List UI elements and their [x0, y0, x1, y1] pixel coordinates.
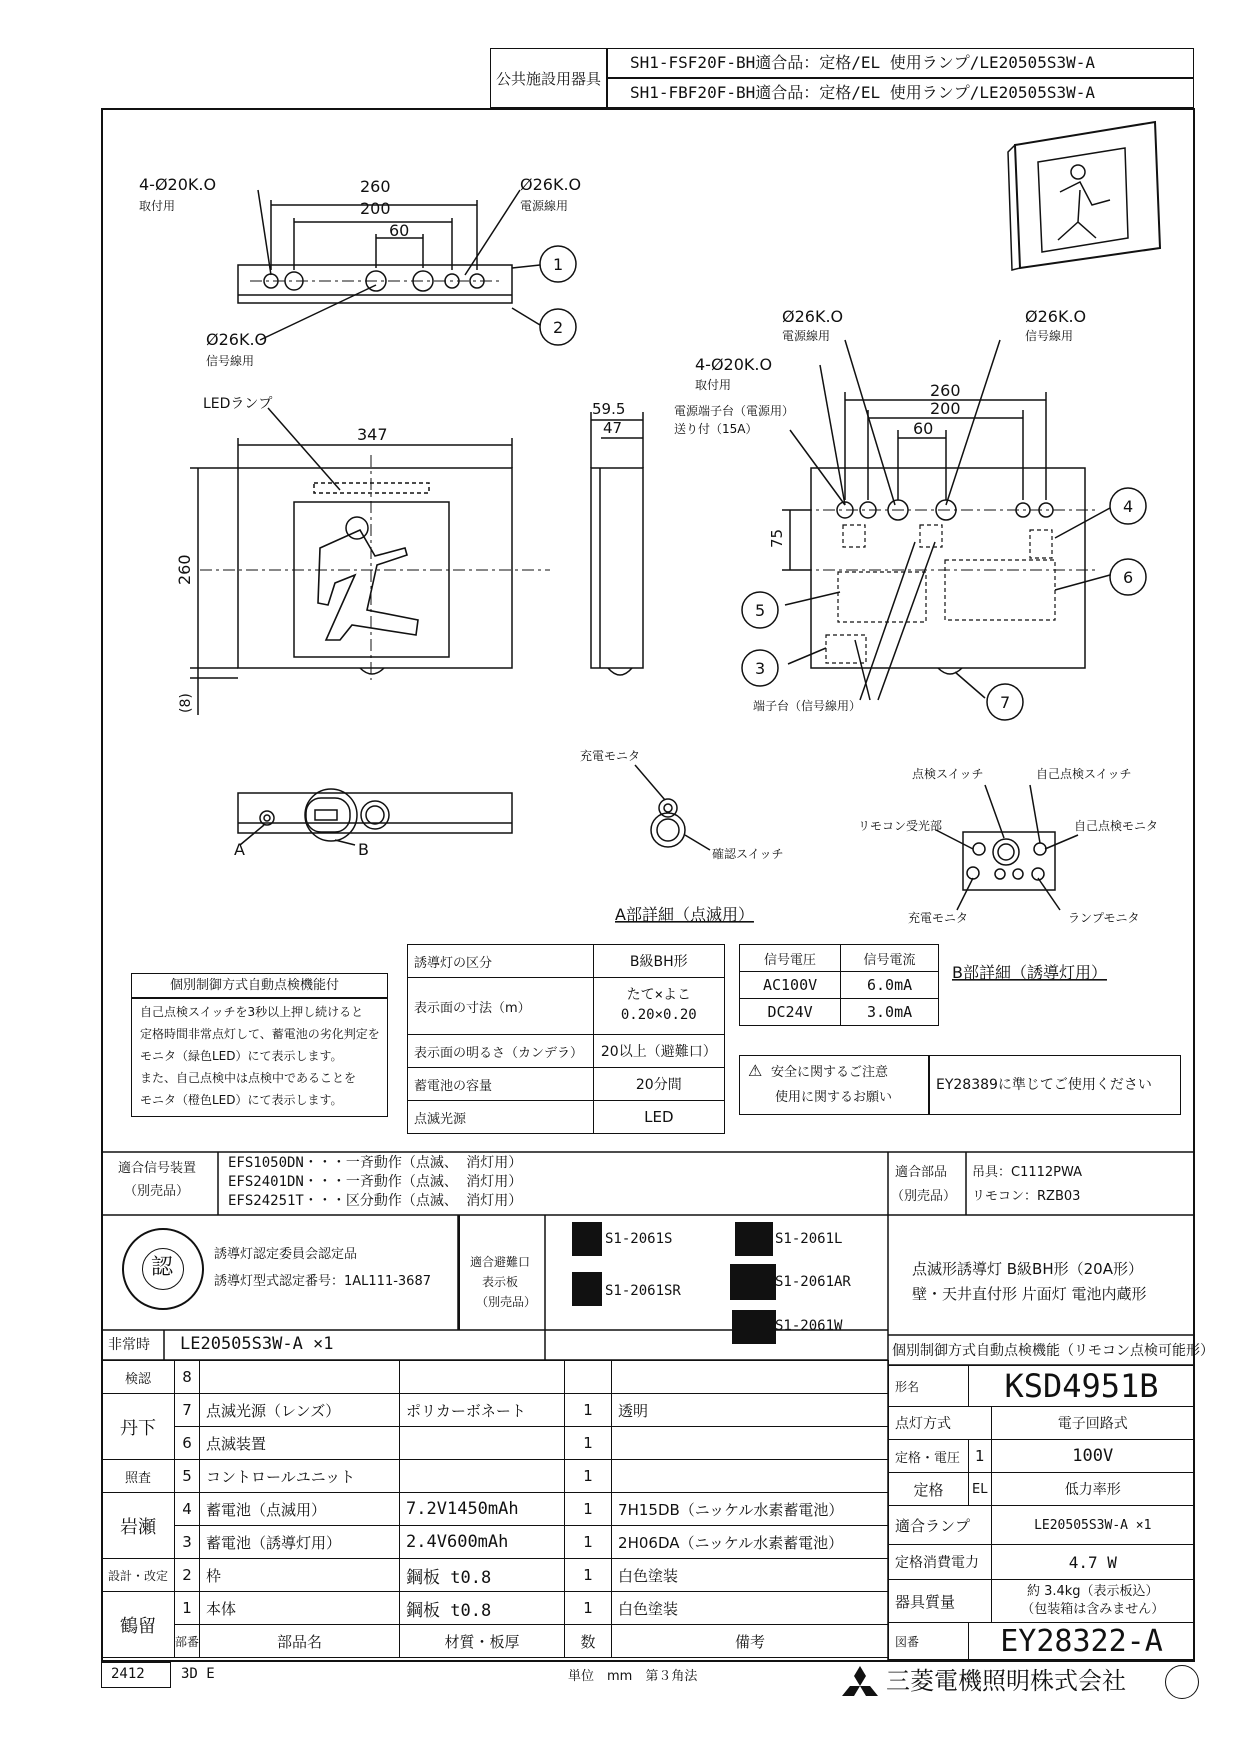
self-check-title: 個別制御方式自動点検機能付 [170, 978, 340, 993]
part-material: 鋼板 t0.8 [400, 1592, 565, 1625]
voltage-label: 定格・電圧 [889, 1440, 969, 1473]
svg-text:2: 2 [553, 318, 564, 337]
svg-text:Ø26K.O: Ø26K.O [1025, 307, 1087, 326]
part-name: 蓄電池（点滅用） [200, 1493, 400, 1526]
svg-text:260: 260 [175, 554, 194, 585]
svg-text:(8): (8) [178, 693, 194, 713]
evac-item: S1-2061W [775, 1318, 843, 1334]
rating-value: 低力率形 [991, 1473, 1194, 1506]
part-remark: 白色塗装 [612, 1559, 889, 1592]
part-material [400, 1427, 565, 1460]
signer-cell: 鶴留 [102, 1592, 175, 1658]
rating-label: 定格 [889, 1473, 969, 1506]
svg-text:送り付（15A）: 送り付（15A） [674, 422, 758, 436]
svg-text:4-Ø20K.O: 4-Ø20K.O [695, 355, 773, 374]
svg-text:充電モニタ: 充電モニタ [580, 749, 641, 763]
weight-label: 器具質量 [889, 1580, 992, 1623]
signer-cell: 設計・改定 [102, 1559, 175, 1592]
signal-cell: AC100V [740, 972, 841, 999]
footer-unit: 単位 mm 第３角法 [568, 1669, 698, 1684]
signal-cell: 3.0mA [841, 999, 939, 1026]
svg-text:7: 7 [1000, 693, 1011, 712]
part-remark: 2H06DA（ニッケル水素蓄電池） [612, 1526, 889, 1559]
voltage-value: 100V [991, 1440, 1194, 1473]
svg-text:端子台（信号線用）: 端子台（信号線用） [753, 699, 862, 713]
weight-value: 約 3.4kg（表示板込） [1026, 1583, 1159, 1599]
svg-text:取付用: 取付用 [139, 199, 176, 213]
emergency-value: LE20505S3W-A ×1 [180, 1334, 334, 1354]
spec-value: B級BH形 [593, 945, 724, 978]
signal-cell: DC24V [740, 999, 841, 1026]
svg-text:A部詳細（点滅用）: A部詳細（点滅用） [615, 905, 754, 924]
caution-text: EY28389に準じてご使用ください [936, 1077, 1152, 1093]
svg-text:200: 200 [930, 399, 961, 418]
mitsubishi-logo-icon [838, 1664, 882, 1704]
part-qty: 1 [565, 1559, 612, 1592]
svg-text:電源線用: 電源線用 [782, 329, 831, 343]
svg-text:260: 260 [930, 381, 961, 400]
signal-device-sublabel: （別売品） [124, 1184, 190, 1199]
part-name: 枠 [200, 1559, 400, 1592]
parts-header: 備考 [612, 1625, 889, 1658]
svg-text:信号線用: 信号線用 [1025, 329, 1074, 343]
footer-code: 2412 [111, 1666, 145, 1682]
svg-text:LEDランプ: LEDランプ [203, 396, 273, 412]
weight-cell [991, 1580, 1194, 1623]
signer-cell: 丹下 [102, 1394, 175, 1460]
signal-device-item: EFS1050DN・・・一斉動作（点滅、 消灯用） [228, 1155, 523, 1171]
svg-text:47: 47 [603, 419, 623, 437]
spec-value: 20以上（避難口） [593, 1035, 724, 1068]
part-material: 2.4V600mAh [400, 1526, 565, 1559]
svg-text:自己点検スイッチ: 自己点検スイッチ [1036, 767, 1132, 781]
part-name [200, 1361, 400, 1394]
part-name: 蓄電池（誘導灯用） [200, 1526, 400, 1559]
lighting-value: 電子回路式 [991, 1407, 1194, 1440]
part-material: ポリカーボネート [400, 1394, 565, 1427]
svg-text:B: B [358, 840, 369, 859]
top-hole-left-label: 4-Ø20K.O [139, 175, 217, 194]
svg-text:3: 3 [755, 659, 766, 678]
drawing-number: EY28322-A [969, 1623, 1195, 1660]
svg-text:260: 260 [360, 177, 391, 196]
cert-line1: 誘導灯認定委員会認定品 [214, 1247, 358, 1262]
signal-device-item: EFS24251T・・・区分動作（点滅、 消灯用） [228, 1193, 523, 1209]
parts-header: 材質・板厚 [400, 1625, 565, 1658]
footer-rev: 3D E [181, 1666, 215, 1682]
svg-text:60: 60 [913, 419, 934, 438]
svg-text:確認スイッチ: 確認スイッチ [712, 847, 784, 861]
svg-text:Ø26K.O: Ø26K.O [520, 175, 582, 194]
part-no: 4 [175, 1493, 200, 1526]
weight-note: （包装箱は含みません） [1021, 1602, 1165, 1617]
registration-circle-icon [1165, 1665, 1199, 1699]
svg-text:60: 60 [389, 221, 410, 240]
signal-cell: 6.0mA [841, 972, 939, 999]
parts-sold-item: 吊具：C1112PWA [972, 1165, 1083, 1180]
voltage-num: 1 [969, 1440, 992, 1473]
company-name: 三菱電機照明株式会社 [886, 1667, 1126, 1695]
svg-text:B部詳細（誘導灯用）: B部詳細（誘導灯用） [952, 963, 1107, 982]
self-check-line: 自己点検スイッチを3秒以上押し続けると [140, 1005, 364, 1019]
evac-label: 適合避難口 [470, 1255, 531, 1269]
header-line1: SH1-FSF20F-BH適合品：定格/EL 使用ランプ/LE20505S3W-A [630, 53, 1095, 72]
signer-cell: 照査 [102, 1460, 175, 1493]
part-no: 2 [175, 1559, 200, 1592]
evac-item: S1-2061SR [605, 1283, 681, 1299]
self-check-line: また、自己点検中は点検中であることを [140, 1071, 357, 1085]
lamp-label: 適合ランプ [889, 1506, 992, 1545]
part-remark [612, 1427, 889, 1460]
part-material [400, 1460, 565, 1493]
part-remark: 白色塗装 [612, 1592, 889, 1625]
svg-text:信号線用: 信号線用 [206, 354, 255, 368]
model-table [888, 1365, 1195, 1660]
power-value: 4.7 W [991, 1545, 1194, 1580]
drawing-label: 図番 [889, 1623, 969, 1660]
part-qty: 1 [565, 1526, 612, 1559]
part-no: 7 [175, 1394, 200, 1427]
evac-divider [458, 1215, 460, 1330]
svg-text:5: 5 [755, 601, 766, 620]
part-no: 8 [175, 1361, 200, 1394]
exit-sign-left-icon [735, 1222, 773, 1256]
svg-text:ランプモニタ: ランプモニタ [1068, 911, 1140, 925]
part-no: 3 [175, 1526, 200, 1559]
svg-text:自己点検モニタ: 自己点検モニタ [1074, 819, 1159, 833]
product-desc-line1: 点滅形誘導灯 B級BH形（20A形） [912, 1260, 1143, 1278]
spec-label: 表示面の明るさ（カンデラ） [408, 1035, 594, 1068]
power-label: 定格消費電力 [889, 1545, 992, 1580]
part-remark [612, 1361, 889, 1394]
part-qty: 1 [565, 1427, 612, 1460]
parts-sold-item: リモコン：RZB03 [972, 1189, 1081, 1204]
caution-line1: 安全に関するご注意 [771, 1065, 889, 1080]
part-remark: 7H15DB（ニッケル水素蓄電池） [612, 1493, 889, 1526]
part-material [400, 1361, 565, 1394]
part-name: 本体 [200, 1592, 400, 1625]
svg-text:リモコン受光部: リモコン受光部 [858, 819, 943, 833]
part-material: 鋼板 t0.8 [400, 1559, 565, 1592]
part-remark [612, 1460, 889, 1493]
parts-table [101, 1360, 889, 1658]
spec-label: 点滅光源 [408, 1101, 594, 1134]
parts-header: 部品名 [200, 1625, 400, 1658]
signer-cell: 岩瀬 [102, 1493, 175, 1559]
svg-text:点検スイッチ: 点検スイッチ [912, 767, 984, 781]
part-qty: 1 [565, 1592, 612, 1625]
svg-text:電源端子台（電源用）: 電源端子台（電源用） [674, 404, 795, 418]
svg-text:電源線用: 電源線用 [520, 199, 569, 213]
svg-text:A: A [234, 840, 245, 859]
part-name: 点滅装置 [200, 1427, 400, 1460]
part-qty: 1 [565, 1460, 612, 1493]
model-number: KSD4951B [969, 1366, 1195, 1407]
svg-text:6: 6 [1123, 568, 1134, 587]
parts-header: 数 [565, 1625, 612, 1658]
svg-text:75: 75 [768, 528, 786, 548]
spec-label: 誘導灯の区分 [408, 945, 594, 978]
svg-text:取付用: 取付用 [695, 378, 732, 392]
svg-text:347: 347 [357, 425, 388, 444]
signer-cell: 検認 [102, 1361, 175, 1394]
svg-text:59.5: 59.5 [592, 400, 626, 418]
self-check-line: モニタ（緑色LED）にて表示します。 [140, 1049, 343, 1063]
cert-line2: 誘導灯型式認定番号：1AL111-3687 [214, 1274, 431, 1289]
spec-value: たて×よこ 0.20×0.20 [593, 978, 724, 1035]
svg-text:Ø26K.O: Ø26K.O [206, 330, 268, 349]
exit-sign-both-icon [732, 1310, 776, 1344]
spec-label: 蓄電池の容量 [408, 1068, 594, 1101]
part-no: 6 [175, 1427, 200, 1460]
part-qty [565, 1361, 612, 1394]
spec-value: LED [593, 1101, 724, 1134]
part-name: コントロールユニット [200, 1460, 400, 1493]
signal-device-label: 適合信号装置 [118, 1161, 197, 1176]
svg-text:4: 4 [1123, 497, 1134, 516]
certification-seal-icon [122, 1228, 204, 1310]
exit-sign-arrow-icon [730, 1264, 776, 1300]
part-name: 点滅光源（レンズ） [200, 1394, 400, 1427]
seal-mark: 認 [151, 1255, 174, 1280]
svg-text:Ø26K.O: Ø26K.O [782, 307, 844, 326]
feature-text: 個別制御方式自動点検機能（リモコン点検可能形） [892, 1343, 1214, 1359]
header-line2: SH1-FBF20F-BH適合品：定格/EL 使用ランプ/LE20505S3W-A [630, 83, 1095, 102]
exit-sign-icon [572, 1272, 602, 1306]
evac-item: S1-2061S [605, 1231, 673, 1247]
emergency-label: 非常時 [108, 1337, 150, 1353]
parts-sold-sublabel: （別売品） [891, 1189, 957, 1204]
model-label: 形名 [889, 1366, 969, 1407]
part-remark: 透明 [612, 1394, 889, 1427]
part-qty: 1 [565, 1493, 612, 1526]
svg-text:200: 200 [360, 199, 391, 218]
parts-sold-label: 適合部品 [895, 1165, 948, 1180]
self-check-line: 定格時間非常点灯して、蓄電池の劣化判定を [140, 1027, 380, 1041]
self-check-line: モニタ（橙色LED）にて表示します。 [140, 1093, 343, 1107]
exit-sign-icon [572, 1222, 602, 1256]
caution-line2: 使用に関するお願い [775, 1090, 893, 1105]
lamp-value: LE20505S3W-A ×1 [991, 1506, 1194, 1545]
evac-item: S1-2061L [775, 1231, 843, 1247]
part-qty: 1 [565, 1394, 612, 1427]
signal-header: 信号電圧 [740, 945, 841, 972]
warning-icon: ⚠ [748, 1061, 763, 1080]
spec-label: 表示面の寸法（m） [408, 978, 594, 1035]
signal-header: 信号電流 [841, 945, 939, 972]
evac-label: 表示板 [482, 1275, 519, 1289]
signal-device-item: EFS2401DN・・・一斉動作（点滅、 消灯用） [228, 1174, 523, 1190]
evac-item: S1-2061AR [775, 1274, 851, 1290]
svg-text:充電モニタ: 充電モニタ [908, 911, 969, 925]
svg-text:1: 1 [553, 255, 564, 274]
parts-header: 部番 [175, 1625, 200, 1658]
part-no: 5 [175, 1460, 200, 1493]
spec-value: 20分間 [593, 1068, 724, 1101]
lighting-label: 点灯方式 [889, 1407, 992, 1440]
part-material: 7.2V1450mAh [400, 1493, 565, 1526]
header-category: 公共施設用器具 [496, 70, 602, 88]
product-desc-line2: 壁・天井直付形 片面灯 電池内蔵形 [912, 1285, 1147, 1303]
part-no: 1 [175, 1592, 200, 1625]
evac-label: （別売品） [476, 1295, 537, 1309]
rating-num: EL [969, 1473, 992, 1506]
